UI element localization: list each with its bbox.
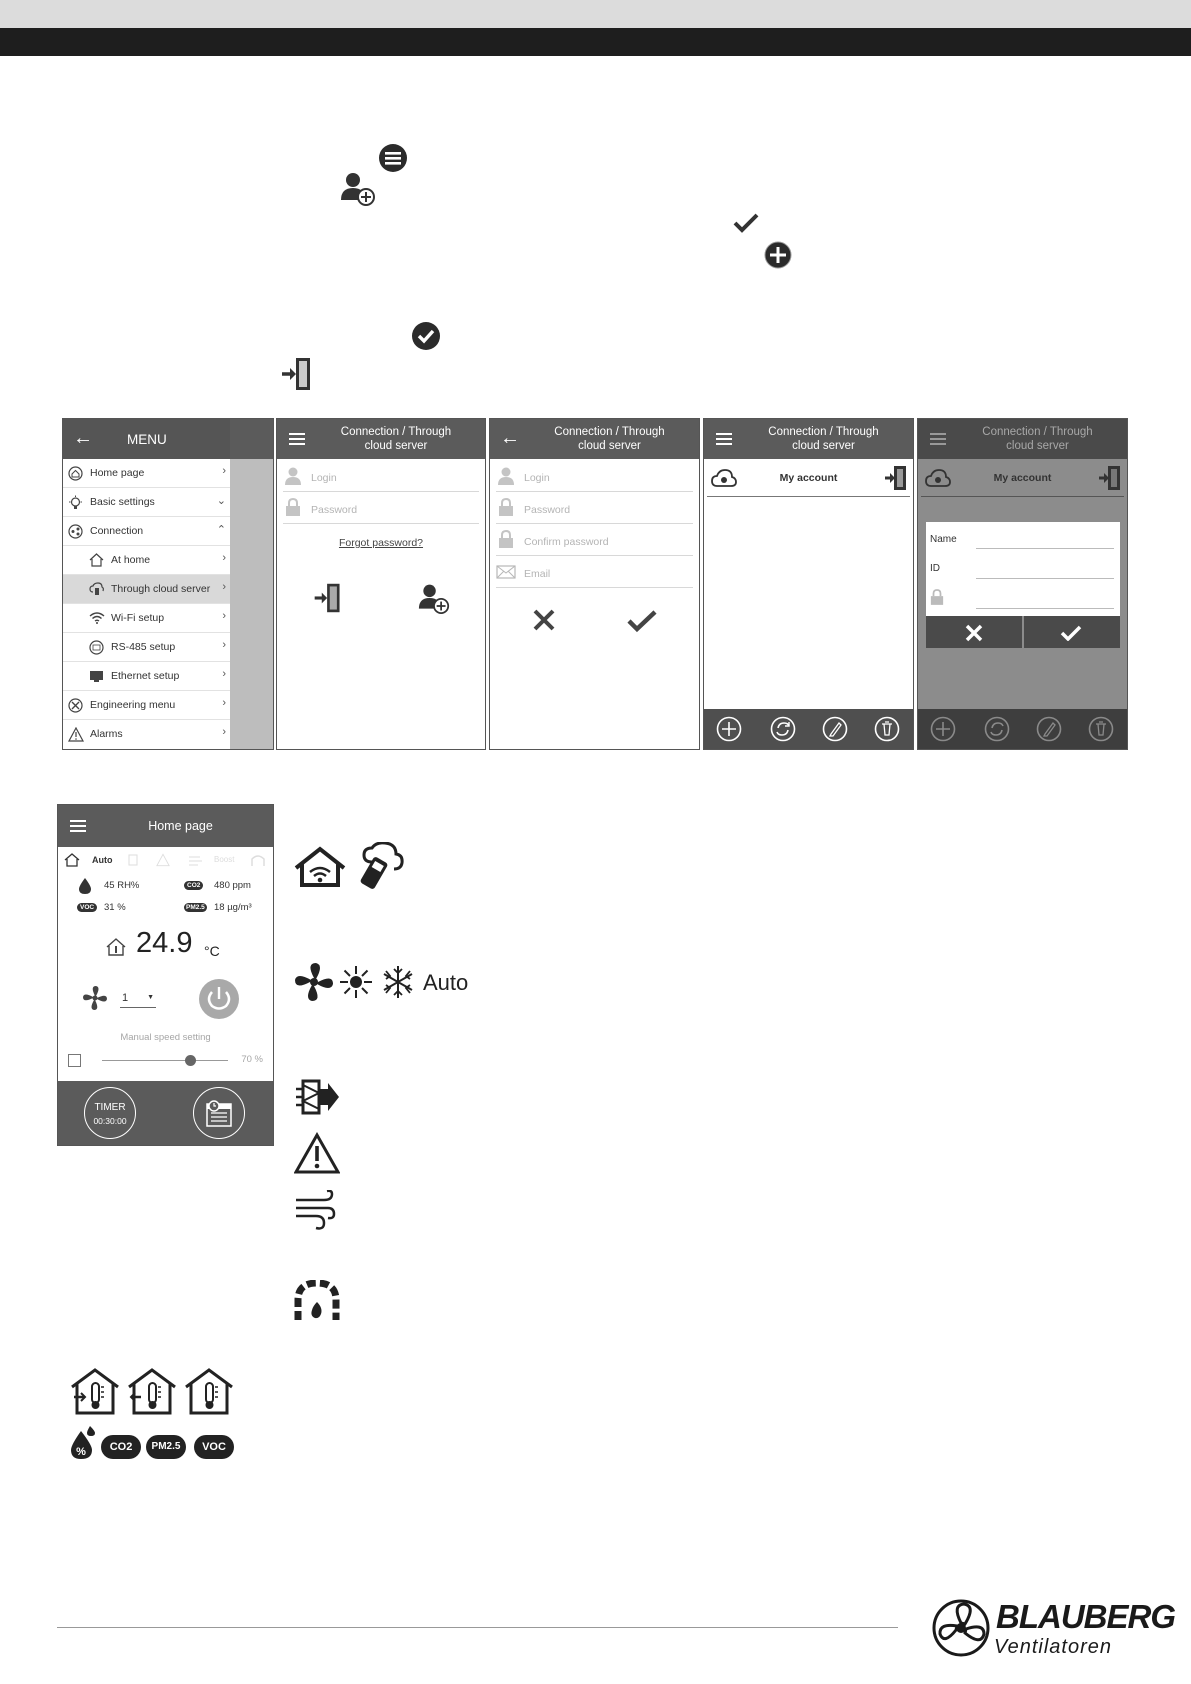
account-screen	[703, 418, 914, 750]
close-icon	[965, 624, 983, 642]
chevron-right-icon: ›	[222, 552, 226, 564]
sidebar-item-label: Basic settings	[90, 496, 155, 508]
boost-label: Boost	[214, 855, 235, 864]
register-header	[490, 419, 699, 459]
my-account-label: My account	[993, 472, 1052, 484]
sidebar-item-label: Ethernet setup	[111, 670, 180, 682]
home-page-screen	[57, 804, 274, 1146]
monitor-icon	[89, 670, 104, 683]
home-header	[58, 805, 273, 847]
status-strip	[58, 849, 273, 871]
speed-value: 1	[122, 992, 129, 1004]
password-input[interactable]	[976, 607, 1114, 609]
footer-divider	[57, 1627, 898, 1628]
calendar-clock-icon	[206, 1099, 232, 1127]
account-header	[704, 419, 913, 459]
edit-button	[1036, 716, 1062, 742]
sidebar-item-alarms[interactable]	[63, 720, 230, 749]
register-screen	[489, 418, 700, 750]
add-user-icon	[340, 170, 376, 206]
login-field[interactable]	[283, 461, 479, 492]
humidity-icon	[78, 877, 92, 895]
hamburger-icon[interactable]	[716, 433, 732, 445]
humidity-icon	[70, 1425, 96, 1461]
chevron-right-icon: ›	[222, 697, 226, 709]
menu-screen	[62, 418, 274, 750]
login-field[interactable]	[496, 461, 693, 492]
sidebar-item-at-home[interactable]	[63, 546, 230, 575]
login-header	[277, 419, 485, 459]
chevron-right-icon: ›	[222, 465, 226, 477]
edit-button[interactable]	[822, 716, 848, 742]
hamburger-icon[interactable]	[289, 433, 305, 445]
dialog-confirm-button[interactable]	[1024, 616, 1120, 648]
confirm-password-field[interactable]	[496, 525, 693, 556]
screen-title: Connection / Through cloud server	[982, 426, 1093, 452]
wifi-icon	[89, 612, 105, 624]
humidity-value: 45 RH%	[104, 880, 140, 891]
rs485-icon	[89, 640, 104, 655]
sidebar-item-label: Connection	[90, 525, 144, 537]
user-icon	[498, 467, 514, 485]
power-button[interactable]	[198, 978, 240, 1020]
sidebar-item-wifi-setup[interactable]	[63, 604, 230, 633]
top-band-dark	[0, 28, 1191, 56]
account-bar	[707, 461, 910, 497]
add-user-icon	[418, 582, 450, 614]
sidebar-item-label: Through cloud server	[111, 583, 211, 595]
brand-name: BLAUBERG	[996, 1598, 1175, 1635]
dimmed-overlay[interactable]	[230, 419, 274, 750]
refresh-button[interactable]	[770, 716, 796, 742]
sidebar-item-label: RS-485 setup	[111, 641, 176, 653]
chevron-right-icon: ›	[222, 581, 226, 593]
filter-airflow-icon	[294, 1079, 340, 1115]
sidebar-item-label: Alarms	[90, 728, 123, 740]
confirm-circle-icon	[411, 321, 441, 351]
back-arrow-icon[interactable]: ←	[73, 427, 93, 449]
exhaust-temperature-icon	[127, 1367, 177, 1415]
account-toolbar	[704, 709, 913, 749]
user-icon	[285, 467, 301, 485]
name-input[interactable]	[976, 547, 1114, 549]
add-device-button[interactable]	[716, 716, 742, 742]
checkmark-icon	[733, 211, 759, 235]
password-field[interactable]	[496, 493, 693, 524]
brand-logo-icon	[932, 1599, 990, 1657]
lock-icon	[498, 529, 514, 549]
voc-badge: VOC	[77, 903, 97, 912]
lock-icon	[285, 497, 301, 517]
email-field[interactable]	[496, 557, 693, 588]
filter-icon	[126, 853, 142, 867]
timer-button[interactable]	[84, 1087, 136, 1139]
home-icon	[68, 466, 83, 481]
password-field[interactable]	[283, 493, 479, 524]
sidebar-item-basic-settings[interactable]	[63, 488, 230, 517]
sidebar-item-label: Wi-Fi setup	[111, 612, 165, 624]
menu-title: MENU	[127, 432, 167, 447]
auto-mode-label: Auto	[423, 970, 469, 995]
chevron-right-icon: ›	[222, 610, 226, 622]
sun-heating-icon	[338, 964, 374, 1000]
password-placeholder: Password	[524, 504, 571, 516]
sidebar-item-label: At home	[111, 554, 151, 566]
outdoor-temperature-icon	[70, 1367, 120, 1415]
sidebar-item-ethernet-setup[interactable]	[63, 662, 230, 691]
hamburger-icon[interactable]	[70, 820, 86, 832]
hamburger-menu-icon	[378, 143, 408, 173]
brand-subtitle: Ventilatoren	[994, 1636, 1112, 1658]
lock-icon	[930, 588, 944, 606]
home-bottom-bar	[58, 1081, 273, 1145]
home-wifi-icon	[294, 846, 346, 888]
boost-icon	[188, 853, 204, 867]
sidebar-item-rs485-setup[interactable]	[63, 633, 230, 662]
timer-label: TIMER	[94, 1102, 126, 1113]
snowflake-cooling-icon	[380, 964, 416, 1000]
voc-badge: VOC	[194, 1435, 234, 1459]
tools-icon	[68, 698, 83, 713]
co2-badge: CO2	[184, 881, 203, 890]
connection-icon	[68, 524, 83, 539]
email-placeholder: Email	[524, 568, 551, 580]
co2-value: 480 ppm	[214, 880, 251, 891]
chevron-right-icon: ›	[222, 726, 226, 738]
account-toolbar	[918, 709, 1127, 749]
add-device-dialog	[926, 522, 1120, 616]
login-door-icon	[280, 356, 314, 392]
timer-value: 00:30:00	[93, 1116, 127, 1126]
add-device-header	[918, 419, 1127, 459]
delete-button	[1088, 716, 1114, 742]
chevron-right-icon: ›	[222, 668, 226, 680]
envelope-icon	[496, 565, 516, 579]
chevron-up-icon: ⌃	[216, 524, 226, 536]
speed-caption: Manual speed setting	[120, 1032, 211, 1043]
speed-checkbox[interactable]	[68, 1054, 81, 1067]
refresh-button	[984, 716, 1010, 742]
login-placeholder: Login	[524, 472, 550, 484]
forgot-password-link[interactable]: Forgot password?	[338, 537, 424, 549]
svg-text:%: %	[76, 1446, 86, 1458]
delete-button[interactable]	[874, 716, 900, 742]
screen-title: Connection / Through cloud server	[554, 426, 665, 452]
lock-icon	[498, 497, 514, 517]
confirm-button[interactable]	[627, 609, 657, 633]
dialog-cancel-button[interactable]	[926, 616, 1022, 648]
chevron-right-icon: ›	[222, 639, 226, 651]
checkmark-icon	[1060, 625, 1082, 641]
my-account-label: My account	[779, 472, 838, 484]
indoor-temperature-icon	[184, 1367, 234, 1415]
page-title: Home page	[148, 819, 213, 833]
speed-percent: 70 %	[241, 1054, 263, 1065]
id-input[interactable]	[976, 577, 1114, 579]
add-device-screen	[917, 418, 1128, 750]
fan-icon	[82, 985, 108, 1011]
home-wifi-icon	[64, 853, 80, 867]
login-screen	[276, 418, 486, 750]
co2-badge: CO2	[101, 1435, 141, 1459]
speed-slider[interactable]	[102, 1060, 228, 1061]
chevron-down-icon: ▼	[147, 994, 154, 1001]
add-device-button	[930, 716, 956, 742]
logout-door-icon[interactable]	[884, 465, 908, 491]
logout-door-icon	[1098, 465, 1122, 491]
checkmark-icon	[627, 609, 657, 633]
sidebar-item-label: Engineering menu	[90, 699, 176, 711]
alarm-icon	[156, 853, 170, 867]
temperature-unit: °C	[204, 943, 220, 959]
schedule-button[interactable]	[193, 1087, 245, 1139]
login-placeholder: Login	[311, 472, 337, 484]
confirm-password-placeholder: Confirm password	[524, 536, 609, 548]
cancel-button[interactable]	[532, 608, 556, 632]
sidebar-item-through-cloud-server[interactable]	[63, 575, 230, 604]
pm25-badge: PM2.5	[186, 904, 205, 911]
pm25-value: 18 µg/m³	[214, 902, 252, 913]
close-icon	[532, 608, 556, 632]
screen-title: Connection / Through cloud server	[340, 426, 452, 452]
register-button[interactable]	[418, 582, 450, 614]
cloud-phone-icon	[89, 582, 105, 596]
settings-bulb-icon	[68, 495, 83, 510]
id-label: ID	[930, 563, 940, 574]
speed-slider-thumb[interactable]	[185, 1055, 196, 1066]
fireplace-icon	[250, 853, 266, 867]
pm25-badge: PM2.5	[146, 1435, 186, 1459]
home-wifi-icon	[89, 553, 104, 567]
indoor-temperature-icon	[106, 938, 126, 956]
warning-icon	[68, 727, 84, 742]
hamburger-icon	[930, 433, 946, 445]
temperature-value: 24.9	[136, 927, 193, 959]
add-circle-icon	[763, 240, 793, 270]
screen-title: Connection / Through cloud server	[768, 426, 879, 452]
menu-header	[63, 419, 230, 459]
mode-label: Auto	[92, 855, 113, 865]
back-arrow-icon[interactable]: ←	[500, 427, 520, 449]
sidebar-item-connection[interactable]	[63, 517, 230, 546]
chevron-down-icon: ⌄	[216, 495, 226, 507]
sidebar-item-engineering-menu[interactable]	[63, 691, 230, 720]
warning-icon	[294, 1132, 340, 1174]
name-label: Name	[930, 534, 957, 545]
fan-icon	[294, 962, 334, 1002]
boost-wind-icon	[294, 1190, 336, 1232]
speed-select[interactable]	[120, 991, 156, 1008]
top-band-light	[0, 0, 1191, 28]
login-door-icon	[312, 582, 344, 614]
voc-value: 31 %	[104, 902, 126, 913]
account-bar	[921, 461, 1124, 497]
fireplace-icon	[294, 1280, 340, 1322]
password-placeholder: Password	[311, 504, 358, 516]
sidebar-item-home-page[interactable]	[63, 459, 230, 488]
sidebar-item-label: Home page	[90, 467, 145, 479]
login-button[interactable]	[312, 582, 344, 614]
cloud-phone-icon	[354, 842, 404, 890]
